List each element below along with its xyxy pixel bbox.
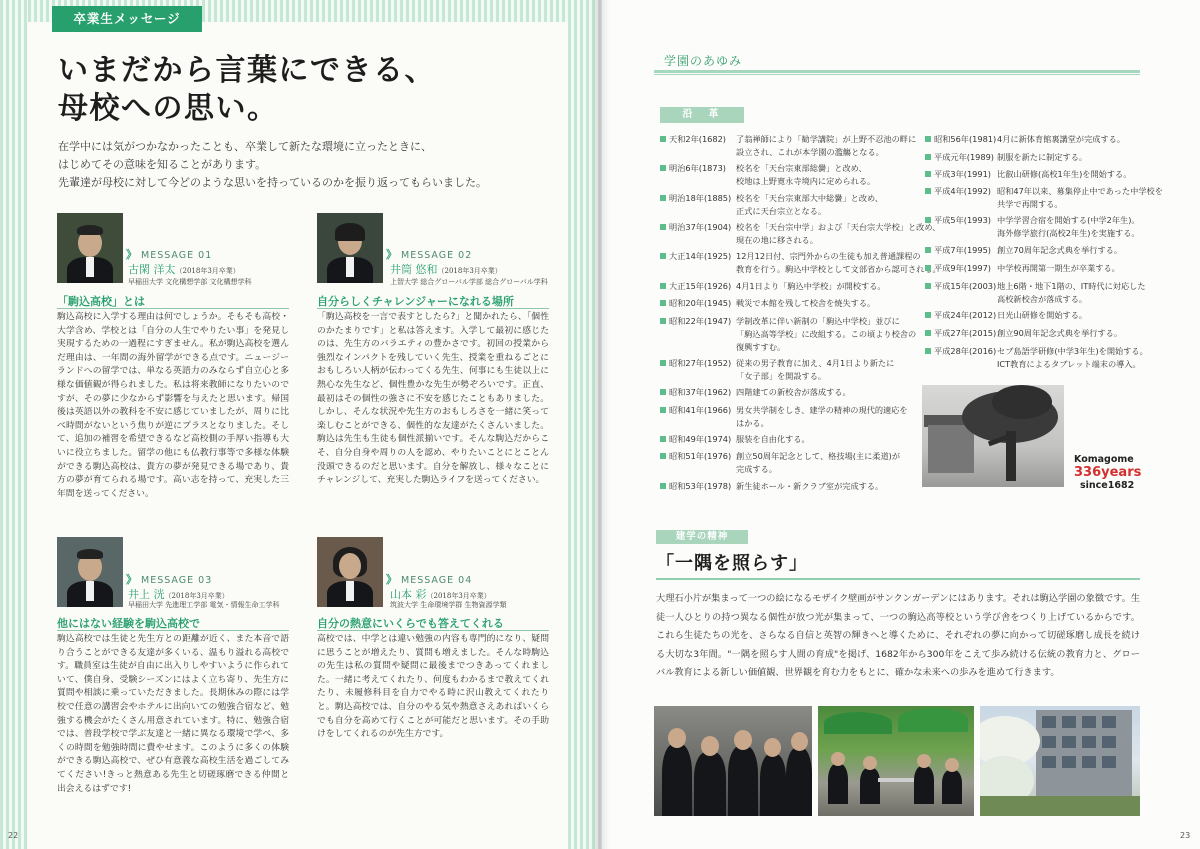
graduate-name-02: 井筒 悠和（2018年3月卒業） (390, 263, 502, 276)
komagome-since: since1682 (1080, 480, 1135, 491)
graduate-photo-04 (317, 537, 383, 607)
message-rule-02 (317, 308, 549, 309)
graduate-photo-03 (57, 537, 123, 607)
graduate-school-01: 早稲田大学 文化構想学部 文化構想学科 (128, 278, 252, 286)
graduate-name-01: 古閑 洋太（2018年3月卒業） (128, 263, 240, 276)
school-building-photo (980, 706, 1140, 816)
section-badge: 卒業生メッセージ (52, 6, 202, 32)
graduate-photo-02 (317, 213, 383, 283)
message-label-01: 》 MESSAGE 01 (126, 248, 213, 261)
message-body-01: 駒込高校に入学する理由は何でしょうか。そもそも高校・大学含め、学校とは「自分の人生でやりたい事」を発見し実現するための一過程にすぎません。私が駒込高校を選んだ理由は、一年間の海外留学ができる点です。ニュージーランドへの留学では、単なる英語力のみならず自立心と多様な価値観が得られました。私は将来教師になりたいのですが、その夢に少なからず影響を与えたと思います。帰国後は英語以外の教科を不安に感じていましたが、周りに比べ時間がないという焦りが逆にプラスとなりました。そして、追加の補習を希望できるなど高校側の手厚い指導も大いに役立ちました。留学の他にも仏教行事等で多様な体験ができる駒込高校は、貴方の夢が発見できる場であり、貴方の夢が育てられる場です。高い志を持って、充実した三年間を送ってください。 (57, 312, 289, 499)
message-rule-03 (57, 630, 289, 631)
graduate-school-02: 上智大学 総合グローバル学部 総合グローバル学科 (390, 278, 548, 286)
graduate-photo-01 (57, 213, 123, 283)
message-title-03: 他にはない経験を駒込高校で (57, 617, 200, 630)
message-title-01: 「駒込高校」とは (57, 295, 145, 308)
message-rule-01 (57, 308, 289, 309)
spirit-badge: 建学の精神 (656, 530, 748, 544)
section-rule-thin (654, 74, 1140, 75)
headline-line-2: 母校への思い。 (58, 91, 279, 126)
message-body-03: 駒込高校では生徒と先生方との距離が近く、また本音で語り合うことができる友達が多くいる、温もり溢れる高校です。職員室は生徒が自由に出入りしやすいように作られていて、僕自身、受験シーズンにはよく立ち寄り、先生方に質問や相談に乗っていただきました。長期休みの際には学校で任意の講習会やホテルに出向いての勉強合宿など、勉強する機会がたくさん用意されています。特に、勉強合宿では、普段学校で学ぶ友達と一緒に異なる環境で学べ、多くの時間を勉強時間に費やせます。このように多くの体験ができる駒込高校で、ぜひ有意義な高校生活を過ごしてみてください!きっと熱意ある先生と切磋琢磨できる仲間と出会えるはずです! (57, 634, 289, 794)
komagome-years: 336years (1074, 465, 1142, 480)
spirit-body: 大理石小片が集まって一つの絵になるモザイク壁画がサンクンガーデンにはあります。それは駒込学園の象徴です。生徒一人ひとりの持つ異なる個性が放つ光が集まって、一つの駒込高等校という学び舎をつくり上げているからです。これら生徒たちの光を、さらなる自信と英智の輝きへと導くために、それぞれの夢に向かって切磋琢磨し成長を続ける大切な3年間。"一隅を照らす人間の育成"を掲げ、1682年から300年をこえて歩み続ける伝統の教育力と、グローバル教育による新しい価値観、世界観を育む力をもとに、確かな未来への歩みを進めて行きます。 (656, 593, 1140, 679)
page-number-right: 23 (1180, 831, 1191, 840)
message-body-04: 高校では、中学とは違い勉強の内容も専門的になり、疑問に思うことが増えたり、質問も増えました。そんな時駒込の先生は私の質問や疑問に最後までつきあってくれました。一緒に考えてくれたり、何度もわかるまで教えてくれたり、未履修科目を自力でやる時に沢山教えてくれたりと。駒込高校では、自分のやる気や熱意さえあればいくらでも自分を高めて行くことが可能だと思います。その手助けをしてくれるのが先生方です。 (317, 634, 549, 740)
headline-line-1: いまだから言葉にできる、 (58, 53, 436, 88)
message-label-02: 》 MESSAGE 02 (386, 248, 473, 261)
students-photo (654, 706, 812, 816)
page-headline (58, 52, 436, 128)
message-title-04: 自分の熱意にいくらでも答えてくれる (317, 617, 504, 630)
campus-cafe-photo (818, 706, 974, 816)
message-label-03: 》 MESSAGE 03 (126, 573, 213, 586)
intro-line-3: 先輩達が母校に対して今どのような思いを持っているのかを振り返ってもらいました。 (58, 176, 487, 189)
historic-tree-photo (922, 385, 1064, 487)
message-body-02: 「駒込高校を一言で表すとしたら?」と聞かれたら、「個性のかたまりです」と私は答えます。入学して最初に感じたのは、先生方のバラエティの豊かさです。初回の授業から強烈なインパクトを残していく先生、授業を重ねるごとにおもしろい人柄が伝わってくる先生、何事にも生徒以上に熱心な先生など、個性豊かな先生が勢ぞろいです。正直、最初はその個性の強さに不安を感じたこともありました。しかし、そんな状況や先生方のおもしろさを一緒に笑って楽しむことができる、個性的な友達がたくさんいました。駒込は先生も生徒も個性派揃いです。そんな駒込だからこそ、自分自身や周りの人を認め、やりたいことにとことん没頭できるのだと思います。自分を解放し、様々なことにチャレンジして、充実した駒込ライフを送ってください。 (317, 312, 549, 486)
message-label-04: 》 MESSAGE 04 (386, 573, 473, 586)
graduate-name-04: 山本 彩（2018年3月卒業） (390, 588, 491, 601)
intro-line-1: 在学中には気がつかなかったことも、卒業して新たな環境に立ったときに、 (58, 140, 432, 153)
message-title-02: 自分らしくチャレンジャーになれる場所 (317, 295, 514, 308)
spirit-rule (656, 578, 1140, 580)
intro-line-2: はじめてその意味を知ることがあります。 (58, 158, 267, 171)
graduate-school-04: 筑波大学 生命環境学群 生物資源学類 (390, 601, 507, 609)
history-badge: 沿 革 (660, 107, 744, 123)
section-title-ayumi: 学園のあゆみ (664, 54, 743, 68)
section-rule (654, 70, 1140, 73)
komagome-label: Komagome (1074, 454, 1134, 465)
book-spine-shadow (590, 0, 610, 849)
stripe-border-left (0, 0, 28, 849)
spirit-title: 「一隅を照らす」 (656, 553, 808, 574)
intro-text (58, 138, 488, 192)
graduate-name-03: 井上 洸（2018年3月卒業） (128, 588, 229, 601)
page-number-left: 22 (8, 831, 19, 840)
graduate-school-03: 早稲田大学 先進理工学部 電気・情報生命工学科 (128, 601, 280, 609)
message-rule-04 (317, 630, 549, 631)
